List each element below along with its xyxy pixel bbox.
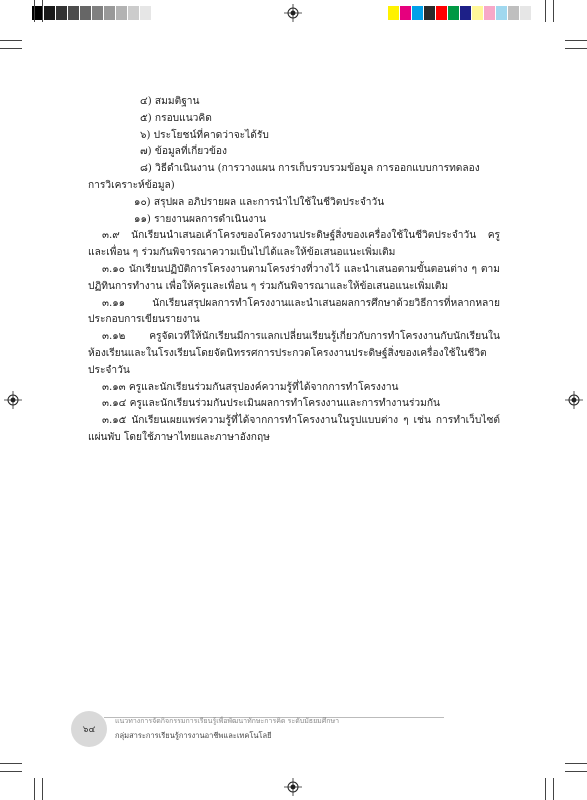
gray-swatch xyxy=(140,6,152,20)
registration-mark-left xyxy=(4,391,22,409)
gray-swatch xyxy=(56,6,68,20)
crop-mark xyxy=(545,778,546,800)
gray-swatch xyxy=(44,6,56,20)
crop-mark xyxy=(553,778,554,800)
registration-mark-top xyxy=(284,4,302,22)
crop-mark xyxy=(42,0,43,22)
crop-mark xyxy=(565,48,587,49)
grayscale-calibration-bar xyxy=(32,6,164,20)
list-item: ๑๑) รายงานผลการดำเนินงาน xyxy=(134,213,266,225)
list-item: ๕) กรอบแนวคิด xyxy=(140,112,212,124)
body-text xyxy=(88,94,500,447)
gray-swatch xyxy=(68,6,80,20)
list-item-continuation: การวิเคราะห์ข้อมูล) xyxy=(88,179,175,191)
paragraph: ๓.๑๑ นักเรียนสรุปผลการทำโครงงานและนำเสนอผลการศึกษาด้วยวิธีการที่หลากหลาย ประกอบการเขียนรายงาน xyxy=(88,297,500,326)
crop-mark xyxy=(565,40,587,41)
paragraph: ๓.๑๓ ครูและนักเรียนร่วมกันสรุปองค์ความรู้ที่ได้จากการทำโครงงาน xyxy=(102,381,399,393)
registration-mark-right xyxy=(565,391,583,409)
list-item: ๑๐) สรุปผล อภิปรายผล และการนำไปใช้ในชีวิตประจำวัน xyxy=(134,196,385,208)
crop-mark xyxy=(0,771,22,772)
paragraph: ๓.๑๕ นักเรียนเผยแพร่ความรู้ที่ได้จากการทำโครงงานในรูปแบบต่าง ๆ เช่น การทำเว็บไซต์ แผ่นพับ โดยใช้ภาษาไทยและภาษาอังกฤษ xyxy=(88,415,500,443)
list-item: ๔) สมมติฐาน xyxy=(140,96,200,107)
color-calibration-bar xyxy=(388,6,532,20)
crop-mark xyxy=(34,778,35,800)
page-number: ๖๔ xyxy=(71,711,107,747)
color-swatch xyxy=(460,6,472,20)
registration-mark-bottom xyxy=(284,778,302,796)
gray-swatch xyxy=(128,6,140,20)
gray-swatch xyxy=(80,6,92,20)
paragraph: ๓.๑๐ นักเรียนปฏิบัติการโครงงานตามโครงร่างที่วางไว้ และนำเสนอตามขั้นตอนต่าง ๆ ตามปฏิทินการทำงาน เพื่อให้ครูและเพื่อน ๆ ร่วมกันพิจารณาและให้ข้อเสนอแนะเพิ่มเติม xyxy=(88,263,500,292)
crop-mark xyxy=(565,771,587,772)
color-swatch xyxy=(436,6,448,20)
color-swatch xyxy=(424,6,436,20)
color-swatch xyxy=(388,6,400,20)
footer-book-title: แนวทางการจัดกิจกรรมการเรียนรู้เพื่อพัฒนาทักษะการคิด ระดับมัธยมศึกษา xyxy=(115,717,340,725)
crop-mark xyxy=(42,778,43,800)
list-item: ๖) ประโยชน์ที่คาดว่าจะได้รับ xyxy=(140,129,269,141)
color-swatch xyxy=(472,6,484,20)
paragraph: ๓.๑๒ ครูจัดเวทีให้นักเรียนมีการแลกเปลี่ยนเรียนรู้เกี่ยวกับการทำโครงงานกับนักเรียนในห้องเรียนและในโรงเรียนโดยจัดนิทรรศการประกวดโครงงานประดิษฐ์สิ่งของเครื่องใช้ในชีวิตประจำวัน xyxy=(88,331,500,376)
list-item: ๘) วิธีดำเนินงาน (การวางแผน การเก็บรวบรวมข้อมูล การออกแบบการทดลอง xyxy=(140,163,480,175)
gray-swatch xyxy=(152,6,164,20)
color-swatch xyxy=(400,6,412,20)
list-item: ๗) ข้อมูลที่เกี่ยวข้อง xyxy=(140,146,228,158)
color-swatch xyxy=(484,6,496,20)
color-swatch xyxy=(412,6,424,20)
color-swatch xyxy=(496,6,508,20)
crop-mark xyxy=(553,0,554,22)
paragraph: ๓.๙ นักเรียนนำเสนอเค้าโครงของโครงงานประดิษฐ์สิ่งของเครื่องใช้ในชีวิตประจำวัน ครูและเพื่อน ๆ ร่วมกันพิจารณาความเป็นไปได้และให้ข้อเสนอแนะเพิ่มเติม xyxy=(88,230,500,259)
color-swatch xyxy=(508,6,520,20)
crop-mark xyxy=(0,763,22,764)
gray-swatch xyxy=(104,6,116,20)
crop-mark xyxy=(545,0,546,22)
gray-swatch xyxy=(116,6,128,20)
color-swatch xyxy=(448,6,460,20)
color-swatch xyxy=(520,6,532,20)
footer-subject-area: กลุ่มสาระการเรียนรู้การงานอาชีพและเทคโนโลยี xyxy=(115,731,272,740)
paragraph: ๓.๑๔ ครูและนักเรียนร่วมกันประเมินผลการทำโครงงานและการทำงานร่วมกัน xyxy=(102,398,440,410)
crop-mark xyxy=(0,48,22,49)
crop-mark xyxy=(34,0,35,22)
gray-swatch xyxy=(92,6,104,20)
crop-mark xyxy=(0,40,22,41)
crop-mark xyxy=(565,763,587,764)
